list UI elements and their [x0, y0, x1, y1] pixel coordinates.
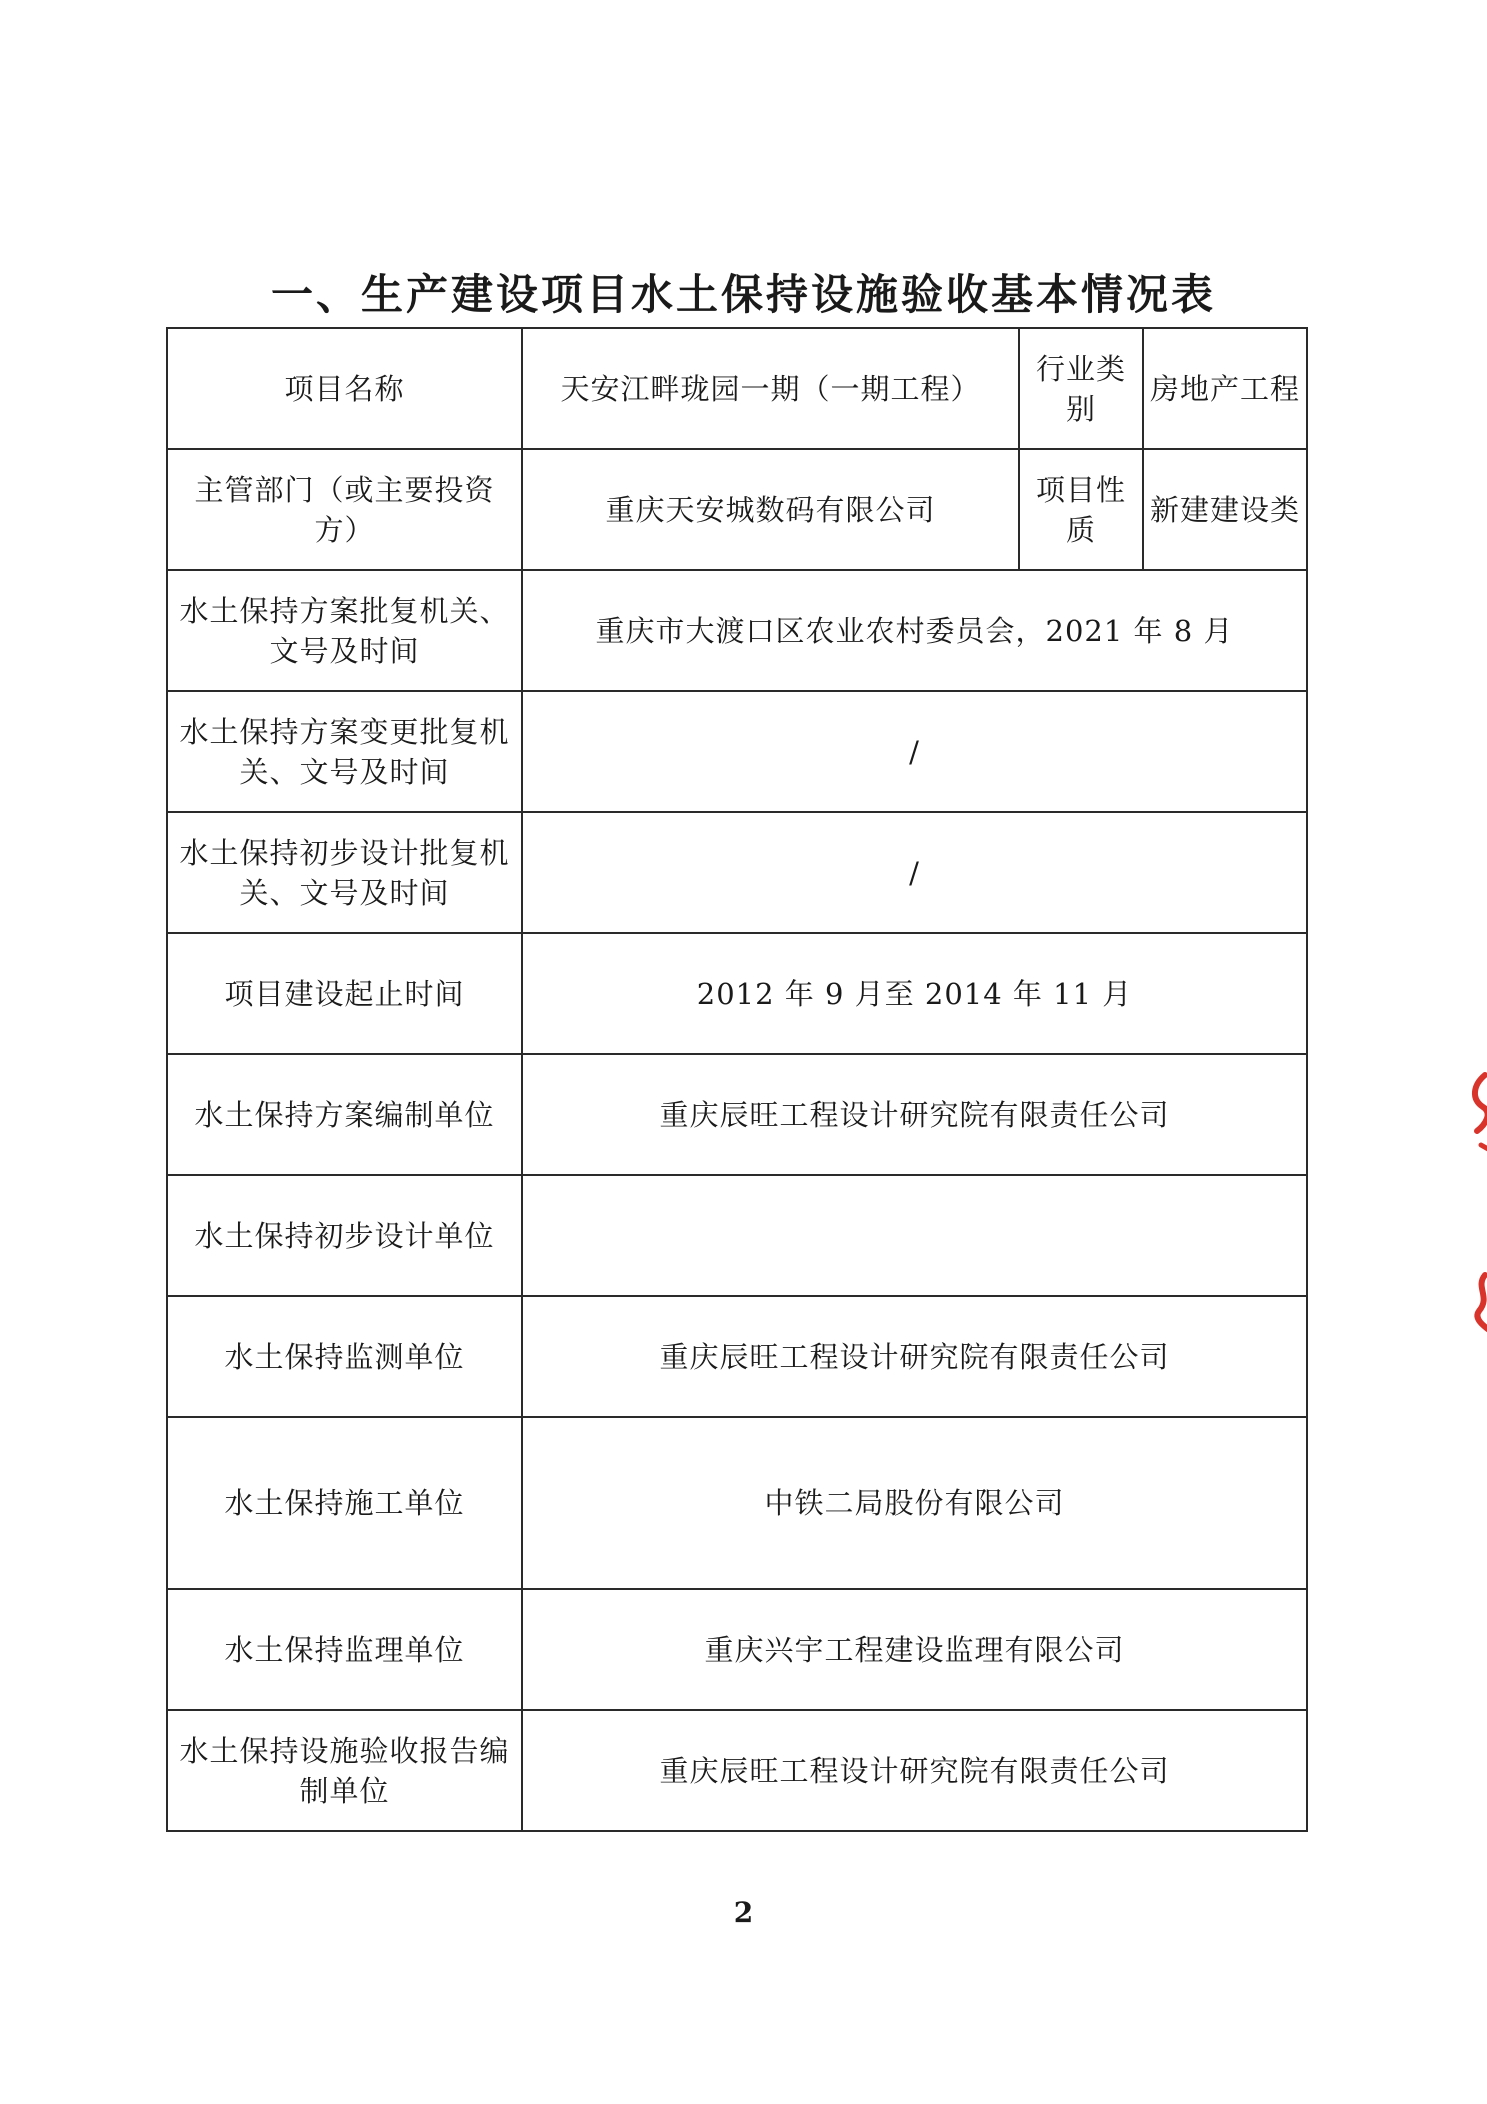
table-row-supervision-unit [167, 1589, 1307, 1710]
table-row-prelim-design-approval [167, 812, 1307, 933]
value-monitoring-unit: 重庆辰旺工程设计研究院有限责任公司 [522, 1296, 1307, 1417]
label-department: 主管部门（或主要投资方） [167, 449, 522, 570]
label-project-nature: 项目性质 [1019, 449, 1143, 570]
value-industry-type: 房地产工程 [1143, 328, 1307, 449]
label-supervision-unit: 水土保持监理单位 [167, 1589, 522, 1710]
value-project-name: 天安江畔珑园一期（一期工程） [522, 328, 1019, 449]
value-department: 重庆天安城数码有限公司 [522, 449, 1019, 570]
value-construction-unit: 中铁二局股份有限公司 [522, 1417, 1307, 1589]
table-row-construction-unit [167, 1417, 1307, 1589]
page-title: 一、生产建设项目水土保持设施验收基本情况表 [270, 270, 1216, 319]
value-construction-period: 2012 年 9 月至 2014 年 11 月 [522, 933, 1307, 1054]
table-row-monitoring-unit [167, 1296, 1307, 1417]
label-plan-change-approval: 水土保持方案变更批复机关、文号及时间 [167, 691, 522, 812]
label-plan-unit: 水土保持方案编制单位 [167, 1054, 522, 1175]
value-prelim-design-unit [522, 1175, 1307, 1296]
label-prelim-design-approval: 水土保持初步设计批复机关、文号及时间 [167, 812, 522, 933]
label-industry-type: 行业类别 [1019, 328, 1143, 449]
value-plan-unit: 重庆辰旺工程设计研究院有限责任公司 [522, 1054, 1307, 1175]
table-row-plan-approval [167, 570, 1307, 691]
value-plan-approval: 重庆市大渡口区农业农村委员会，2021 年 8 月 [522, 570, 1307, 691]
label-construction-unit: 水土保持施工单位 [167, 1417, 522, 1589]
red-seal-edge [1455, 1065, 1487, 1365]
value-supervision-unit: 重庆兴宇工程建设监理有限公司 [522, 1589, 1307, 1710]
label-construction-period: 项目建设起止时间 [167, 933, 522, 1054]
table-row-plan-unit [167, 1054, 1307, 1175]
value-plan-change-approval: / [522, 691, 1307, 812]
table-row-project-name [167, 328, 1307, 449]
value-project-nature: 新建建设类 [1143, 449, 1307, 570]
table-row-plan-change-approval [167, 691, 1307, 812]
label-project-name: 项目名称 [167, 328, 522, 449]
table-row-prelim-design-unit [167, 1175, 1307, 1296]
project-info-table [166, 327, 1308, 1832]
label-acceptance-report-unit: 水土保持设施验收报告编制单位 [167, 1710, 522, 1831]
page-number: 2 [733, 1896, 754, 1929]
table-row-department [167, 449, 1307, 570]
label-prelim-design-unit: 水土保持初步设计单位 [167, 1175, 522, 1296]
table-row-construction-period [167, 933, 1307, 1054]
value-prelim-design-approval: / [522, 812, 1307, 933]
label-monitoring-unit: 水土保持监测单位 [167, 1296, 522, 1417]
label-plan-approval: 水土保持方案批复机关、文号及时间 [167, 570, 522, 691]
value-acceptance-report-unit: 重庆辰旺工程设计研究院有限责任公司 [522, 1710, 1307, 1831]
table-row-acceptance-report-unit [167, 1710, 1307, 1831]
